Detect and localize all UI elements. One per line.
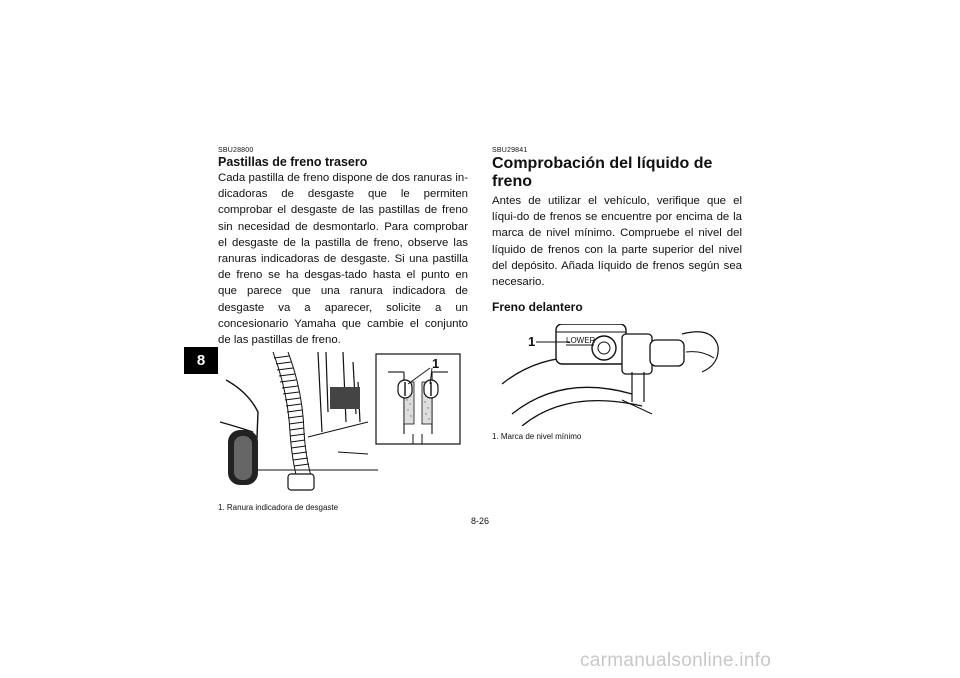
brake-reservoir-illustration [492,324,724,426]
chapter-tab: 8 [184,347,218,374]
brake-pad-illustration [218,352,463,500]
section-code: SBU28800 [218,147,254,154]
brake-pad-figure [218,352,468,500]
figure-callout: 1 [528,334,536,350]
left-column [218,147,468,513]
watermark: carmanualsonline.info [580,650,772,671]
section-body: Cada pastilla de freno dispone de dos ranuras in-dicadoras de desgaste que le permiten comprobar el desgaste de las pastillas de freno sin necesidad de desmontarlo. Para comprobar el desgaste de la pastilla de freno, observe las ranuras indicadoras de desgaste. Si una pastilla de freno se ha desgas-tado hasta el punto en que parece que una ranura indicadora de desgaste va a aparecer, solicite a un concesionario Yamaha que cambie el conjunto de las pastillas de freno. [218,172,468,347]
section-body: Antes de utilizar el vehículo, verifique que el líqui-do de frenos se encuentre por encima de la marca de nivel mínimo. Compruebe el nivel del líquido de frenos con la parte superior del nivel del depósito. Añada líquido de frenos según sea necesario. [492,195,742,289]
figure-caption: 1. Ranura indicadora de desgaste [218,503,339,513]
page-number: 8-26 [470,516,489,526]
brake-fluid-figure [492,324,742,426]
figure-caption: 1. Marca de nivel mínimo [492,432,582,442]
figure-callout: 1 [432,356,440,372]
subsection-title: Freno delantero [492,300,583,315]
section-title: Pastillas de freno trasero [218,155,368,169]
reservoir-level-label: LOWER [566,336,596,346]
right-column [492,147,742,442]
section-title: Comprobación del líquido de freno [492,155,713,190]
section-code: SBU29841 [492,147,528,154]
